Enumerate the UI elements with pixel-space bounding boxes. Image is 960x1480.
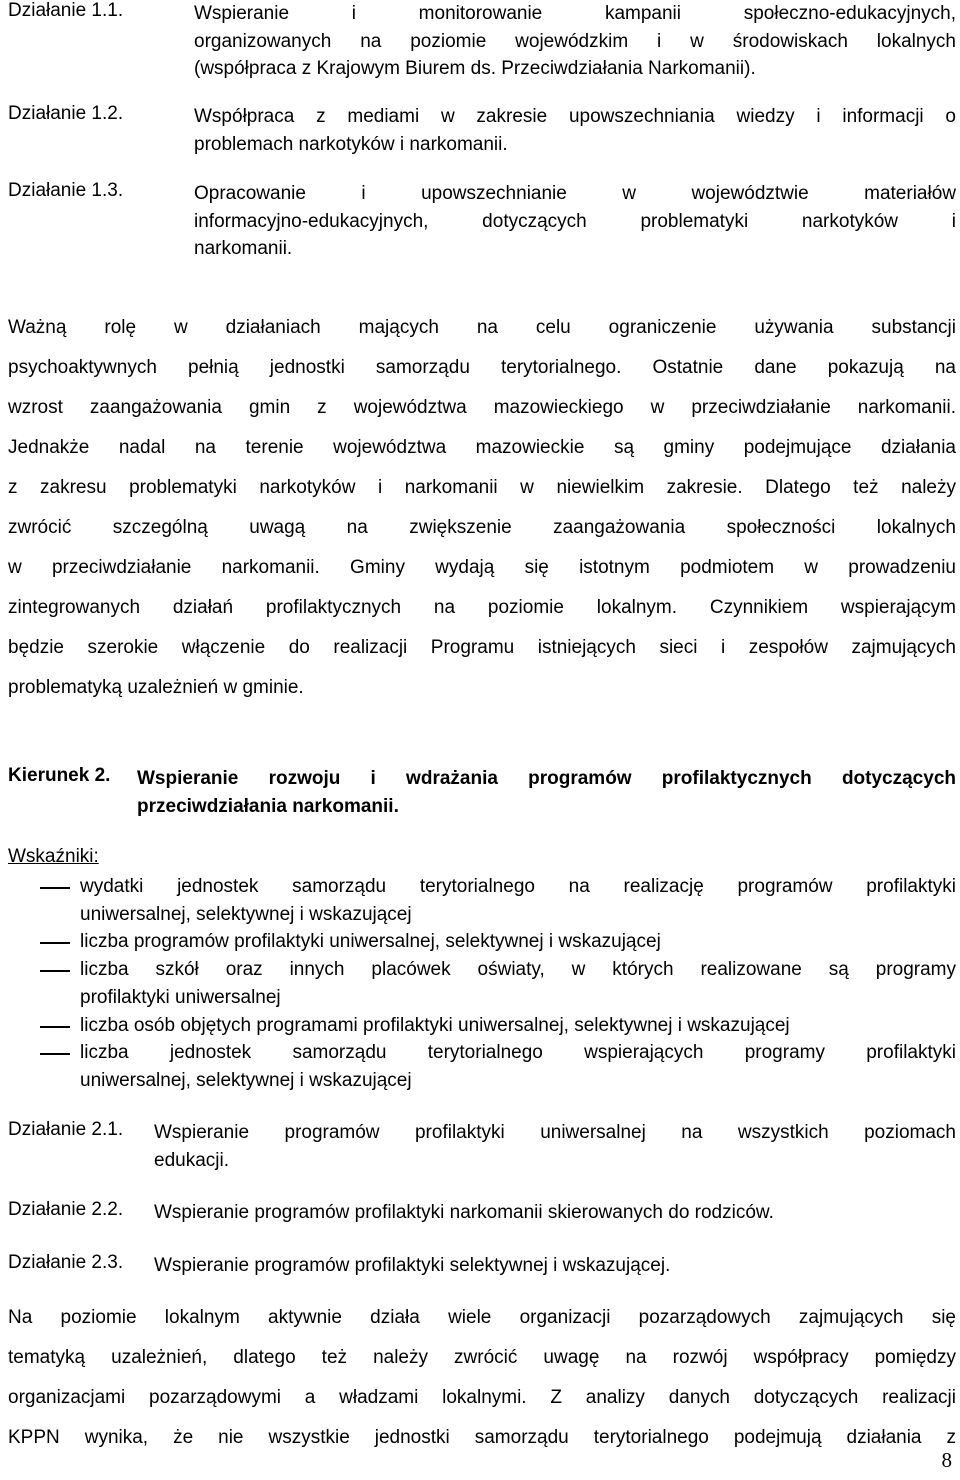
text-line: wzrost zaangażowania gmin z województwa mazowieckiego w przeciwdziałanie narkomanii. <box>8 397 956 418</box>
text-line: z zakresu problematyki narkotyków i narkomanii w niewielkim zakresie. Dlatego też należy <box>8 477 956 498</box>
indicator-text <box>80 1012 956 1040</box>
text-line: liczba szkół oraz innych placówek oświaty, w których realizowane są programy <box>80 959 956 980</box>
direction-title <box>137 765 956 820</box>
direction-label: Kierunek 2. <box>8 765 111 786</box>
action-label: Działanie 1.1. <box>8 0 124 21</box>
text-line: KPPN wynika, że nie wszystkie jednostki samorządu terytorialnego podejmują działania z <box>8 1427 956 1448</box>
text-line: organizowanych na poziomie wojewódzkim i w środowiskach lokalnych <box>194 30 956 52</box>
text-line: tematyką uzależnień, dlatego też należy zwrócić uwagę na rozwój współpracy pomiędzy <box>8 1347 956 1368</box>
text-line: narkomanii. <box>194 238 293 259</box>
text-line: Współpraca z mediami w zakresie upowszechniania wiedzy i informacji o <box>194 106 956 127</box>
action-text <box>154 1119 956 1174</box>
text-line: wydatki jednostek samorządu terytorialnego na realizację programów profilaktyki <box>80 876 956 897</box>
action-label: Działanie 1.3. <box>8 180 124 201</box>
action-label: Działanie 2.2. <box>8 1199 124 1220</box>
text-line: organizacjami pozarządowymi a władzami lokalnymi. Z analizy danych dotyczących realizacji <box>8 1387 956 1408</box>
text-line: liczba osób objętych programami profilaktyki uniwersalnej, selektywnej i wskazującej <box>80 1015 790 1036</box>
text-line: edukacji. <box>154 1149 229 1171</box>
text-line: Na poziomie lokalnym aktywnie działa wiele organizacji pozarządowych zajmujących się <box>8 1307 956 1328</box>
text-line: problematyką uzależnień w gminie. <box>8 677 304 698</box>
text-line: uniwersalnej, selektywnej i wskazującej <box>80 1069 412 1091</box>
action-label: Działanie 1.2. <box>8 103 124 124</box>
text-line: będzie szerokie włączenie do realizacji Programu istniejących sieci i zespołów zajmujących <box>8 637 956 658</box>
text-line: liczba jednostek samorządu terytorialnego wspierających programy profilaktyki <box>80 1042 956 1063</box>
indicator-text <box>80 1039 956 1094</box>
action-text <box>194 180 956 263</box>
indicator-text <box>80 956 956 1011</box>
text-line: w przeciwdziałanie narkomanii. Gminy wydają się istotnym podmiotem w prowadzeniu <box>8 557 956 578</box>
action-text <box>194 103 956 158</box>
text-line: zwrócić szczególną uwagą na zwiększenie zaangażowania społeczności lokalnych <box>8 517 956 538</box>
text-line: Jednakże nadal na terenie województwa mazowieckie są gminy podejmujące działania <box>8 437 956 458</box>
action-text <box>154 1199 956 1227</box>
text-line: psychoaktywnych pełnią jednostki samorządu terytorialnego. Ostatnie dane pokazują na <box>8 357 956 378</box>
indicators-title: Wskaźniki: <box>8 846 99 867</box>
text-line: profilaktyki uniwersalnej <box>80 986 281 1008</box>
action-label: Działanie 2.3. <box>8 1252 124 1273</box>
text-line: zintegrowanych działań profilaktycznych na poziomie lokalnym. Czynnikiem wspierającym <box>8 597 956 618</box>
text-line: Ważną rolę w działaniach mających na celu ograniczenie używania substancji <box>8 317 956 338</box>
text-line: Wspieranie programów profilaktyki narkomanii skierowanych do rodziców. <box>154 1202 774 1223</box>
text-line: informacyjno-edukacyjnych, dotyczących problematyki narkotyków i <box>194 210 956 232</box>
action-label: Działanie 2.1. <box>8 1119 124 1140</box>
text-line: Wspieranie programów profilaktyki selektywnej i wskazującej. <box>154 1255 671 1276</box>
text-line: uniwersalnej, selektywnej i wskazującej <box>80 903 412 925</box>
text-line: (współpraca z Krajowym Biurem ds. Przeciwdziałania Narkomanii). <box>194 58 756 79</box>
text-line: przeciwdziałania narkomanii. <box>137 795 399 817</box>
text-line: problemach narkotyków i narkomanii. <box>194 133 508 155</box>
page-number: 8 <box>941 1448 952 1472</box>
indicator-text <box>80 928 956 956</box>
text-line: Wspieranie i monitorowanie kampanii społeczno-edukacyjnych, <box>194 3 956 24</box>
action-text <box>194 0 956 83</box>
paragraph-local-government <box>8 308 956 708</box>
action-text <box>154 1252 956 1280</box>
indicator-text <box>80 873 956 928</box>
text-line: Opracowanie i upowszechnianie w województwie materiałów <box>194 183 956 204</box>
text-line: liczba programów profilaktyki uniwersalnej, selektywnej i wskazującej <box>80 931 661 952</box>
text-line: Wspieranie programów profilaktyki uniwersalnej na wszystkich poziomach <box>154 1122 956 1143</box>
paragraph-ngo-cooperation <box>8 1298 956 1458</box>
text-line: Wspieranie rozwoju i wdrażania programów profilaktycznych dotyczących <box>137 768 956 789</box>
